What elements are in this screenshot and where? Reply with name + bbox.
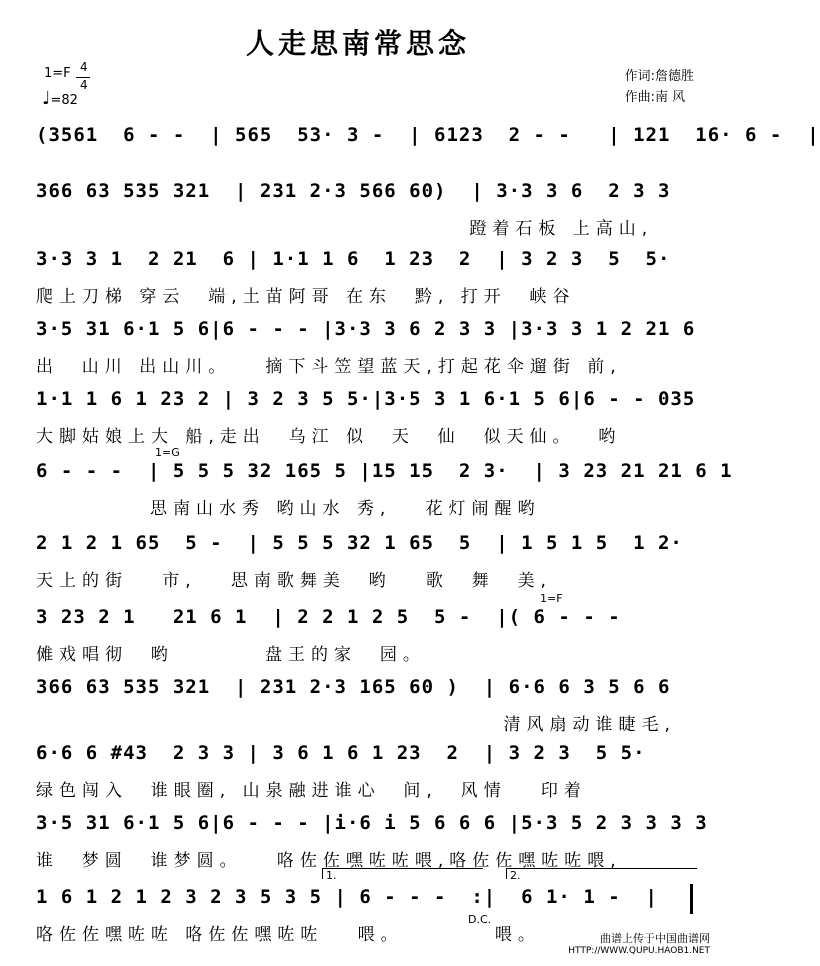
volta-bracket-2 — [506, 868, 697, 879]
volta-bracket-1 — [322, 868, 483, 879]
lyrics: 出 山川 出山川。 摘下斗笠望蓝天,打起花伞遛街 前, — [36, 357, 622, 377]
time-signature-top: 4 — [80, 60, 88, 74]
modulation-mark: 1=G — [155, 446, 180, 459]
notes: 366 63 535 321 | 231 2·3 566 60) | 3·3 3 6 2 3 3 — [36, 180, 671, 202]
credits — [625, 66, 694, 108]
lyrics: 绿色闯入 谁眼圈, 山泉融进谁心 间, 风情 印着 — [36, 781, 587, 801]
lyrics: 清风扇动谁睫毛, — [36, 715, 676, 735]
time-signature-bottom: 4 — [80, 78, 88, 92]
notes: 3·5 31 6·1 5 6|6 - - - |i·6 i 5 6 6 6 |5·3 5 2 3 3 3 3 — [36, 812, 708, 834]
modulation-mark-2: 1=F — [540, 592, 563, 605]
score-row-11 — [0, 812, 716, 892]
lyrics: 天上的街 市, 思南歌舞美 哟 歌 舞 美, — [36, 571, 552, 591]
notes: 3·5 31 6·1 5 6|6 - - - |3·3 3 6 2 3 3 |3·3 3 1 2 21 6 — [36, 318, 696, 340]
lyricist: 作词:詹德胜 — [624, 69, 694, 84]
score-row-6 — [0, 460, 733, 540]
page-title: 人走思南常思念 — [245, 27, 470, 60]
notes: 6·6 6 #43 2 3 3 | 3 6 1 6 1 23 2 | 3 2 3 5 5· — [36, 742, 646, 764]
lyrics: 思南山水秀 哟山水 秀, 花灯闹醒哟 — [36, 499, 541, 519]
score-row-4 — [0, 318, 716, 398]
tempo-value: =82 — [50, 93, 78, 108]
notes: 6 - - - | 5 5 5 32 165 5 |15 15 2 3· | 3 23 21 21 6 1 — [36, 460, 733, 482]
score-row-8 — [0, 606, 716, 686]
lyrics: 傩戏唱彻 哟 盘王的家 园。 — [36, 645, 426, 665]
tempo-mark — [42, 88, 78, 109]
composer: 作曲:南 风 — [624, 90, 686, 105]
notes: 3·3 3 1 2 21 6 | 1·1 1 6 1 23 2 | 3 2 3 5 5· — [36, 248, 671, 270]
watermark-line-2: HTTP://WWW.QUPU.HAOB1.NET — [568, 946, 710, 956]
score-row-7 — [0, 532, 716, 612]
key-signature: 1=F — [44, 66, 71, 81]
notes: 3 23 2 1 21 6 1 | 2 2 1 2 5 5 - |( 6 - - - — [36, 606, 621, 628]
watermark — [568, 932, 710, 958]
lyrics: 大脚姑娘上大 船,走出 乌江 似 天 仙 似天仙。 哟 — [36, 427, 622, 447]
score-row-10 — [0, 742, 716, 822]
notes: 1·1 1 6 1 23 2 | 3 2 3 5 5·|3·5 3 1 6·1 5 6|6 - - 035 — [36, 388, 696, 410]
notes: (3561 6 - - | 565 53· 3 - | 6123 2 - - | 121 16· 6 - | — [36, 124, 820, 146]
lyrics: 谁 梦圆 谁梦圆。 咯佐佐嘿咗咗喂,咯佐佐嘿咗咗喂, — [36, 851, 622, 871]
notes: 1 6 1 2 1 2 3 2 3 5 3 5 | 6 - - - :| 6 1· 1 - | — [36, 886, 658, 908]
volta-1-label: 1. — [326, 869, 337, 882]
watermark-line-1: 曲谱上传于中国曲谱网 — [600, 932, 710, 945]
volta-2-label: 2. — [510, 869, 521, 882]
score-row-5 — [0, 388, 716, 468]
lyrics: 蹬着石板 上高山, — [36, 219, 654, 239]
quarter-note-icon: ♩ — [42, 88, 51, 109]
score-row-3 — [0, 248, 716, 328]
final-barline — [690, 884, 693, 914]
dc-mark: D.C. — [468, 913, 492, 926]
lyrics: 爬上刀梯 穿云 端,土苗阿哥 在东 黔, 打开 峡谷 — [36, 287, 576, 307]
lyrics: 咯佐佐嘿咗咗 咯佐佐嘿咗咗 喂。 喂。 — [36, 925, 541, 945]
notes: 366 63 535 321 | 231 2·3 165 60 ) | 6·6 6 3 5 6 6 — [36, 676, 671, 698]
notes: 2 1 2 1 65 5 - | 5 5 5 32 1 65 5 | 1 5 1 5 1 2· — [36, 532, 683, 554]
